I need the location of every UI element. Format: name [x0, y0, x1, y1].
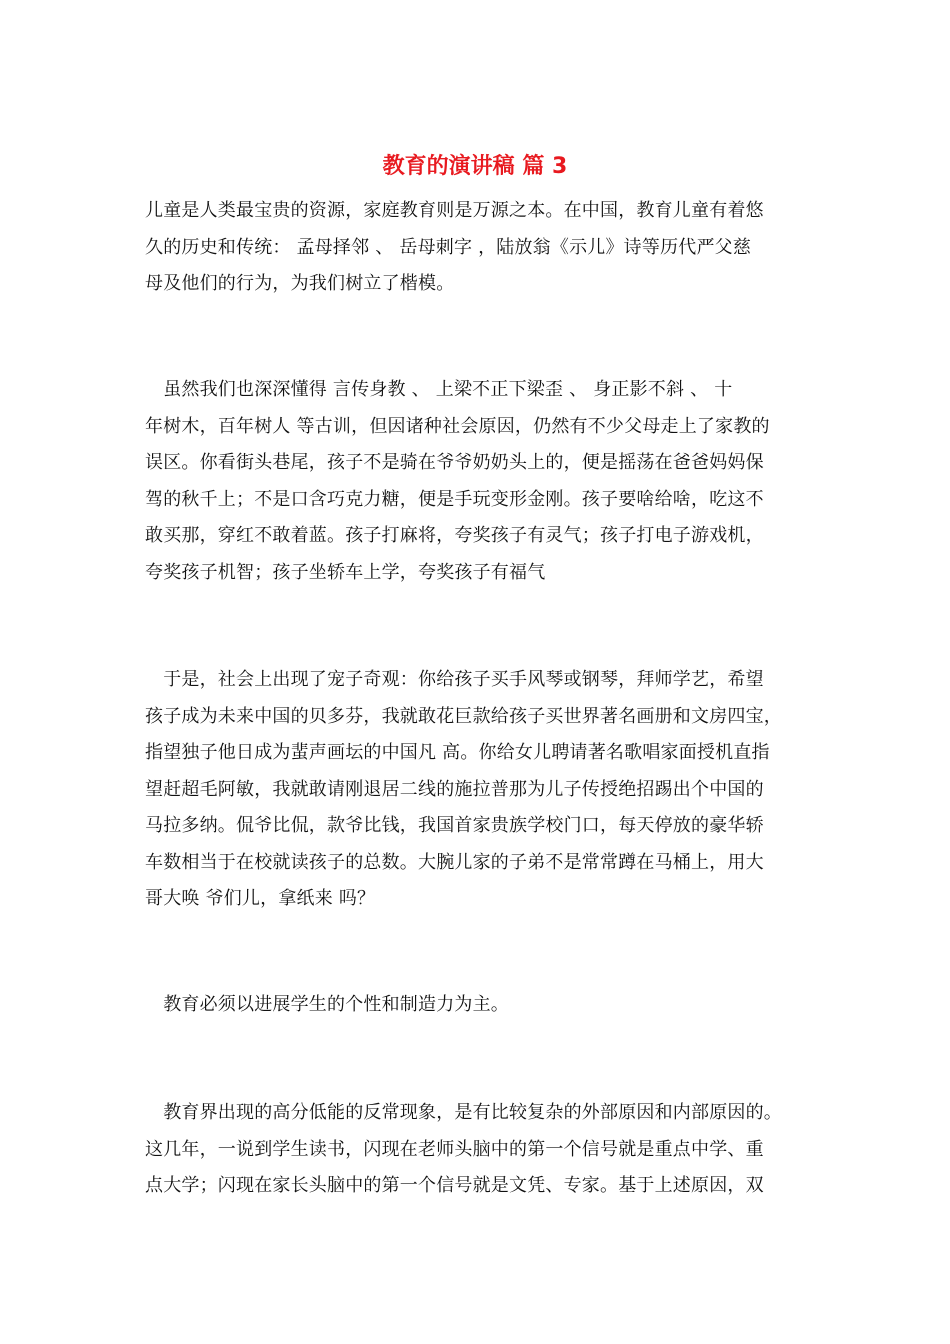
- paragraph-line: 虽然我们也深深懂得 言传身教 、 上梁不正下梁歪 、 身正影不斜 、 十: [145, 379, 733, 400]
- paragraph-line: 于是，社会上出现了宠子奇观：你给孩子买手风琴或钢琴，拜师学艺，希望: [145, 669, 764, 690]
- paragraph-line: 马拉多纳。侃爷比侃，款爷比钱，我国首家贵族学校门口，每天停放的豪华轿: [145, 815, 764, 836]
- paragraph-line: 望赶超毛阿敏，我就敢请刚退居二线的施拉普那为儿子传授绝招踢出个中国的: [145, 778, 764, 800]
- paragraph-line: 敢买那，穿红不敢着蓝。孩子打麻将，夸奖孩子有灵气；孩子打电子游戏机，: [145, 525, 764, 546]
- paragraph-line: 年树木，百年树人 等古训，但因诸种社会原因，仍然有不少父母走上了家教的: [145, 415, 770, 437]
- paragraph-line: 车数相当于在校就读孩子的总数。大腕儿家的子弟不是常常蹲在马桶上，用大: [145, 851, 764, 873]
- paragraph-line: 久的历史和传统： 孟母择邻 、 岳母刺字 ，陆放翁《示儿》诗等历代严父慈: [145, 236, 752, 258]
- paragraph-line: 教育必须以进展学生的个性和制造力为主。: [145, 994, 509, 1015]
- paragraph-line: 夸奖孩子机智；孩子坐轿车上学，夸奖孩子有福气: [145, 561, 546, 583]
- paragraph-line: 教育界出现的高分低能的反常现象，是有比较复杂的外部原因和内部原因的。: [145, 1102, 782, 1123]
- paragraph-line: 驾的秋千上；不是口含巧克力糖，便是手玩变形金刚。孩子要啥给啥，吃这不: [145, 488, 764, 510]
- paragraph-4: [145, 987, 815, 1024]
- paragraph-3: [145, 662, 815, 918]
- paragraph-5: [145, 1095, 815, 1205]
- paragraph-line: 母及他们的行为，为我们树立了楷模。: [145, 273, 455, 294]
- paragraph-line: 儿童是人类最宝贵的资源，家庭教育则是万源之本。在中国，教育儿童有着悠: [145, 200, 764, 221]
- paragraph-line: 哥大唤 爷们儿，拿纸来 吗？: [145, 888, 376, 909]
- paragraph-2: [145, 372, 815, 591]
- paragraph-line: 孩子成为未来中国的贝多芬，我就敢花巨款给孩子买世界著名画册和文房四宝，: [145, 705, 782, 727]
- paragraph-line: 这几年，一说到学生读书，闪现在老师头脑中的第一个信号就是重点中学、重: [145, 1138, 764, 1160]
- paragraph-line: 误区。你看街头巷尾，孩子不是骑在爷爷奶奶头上的，便是摇荡在爸爸妈妈保: [145, 452, 764, 473]
- paragraph-line: 指望独子他日成为蜚声画坛的中国凡 高。你给女儿聘请著名歌唱家面授机直指: [145, 742, 770, 763]
- paragraph-line: 点大学；闪现在家长头脑中的第一个信号就是文凭、专家。基于上述原因，双: [145, 1175, 764, 1196]
- paragraph-1: [145, 193, 815, 303]
- document-title: 教育的演讲稿 篇 3: [382, 154, 568, 179]
